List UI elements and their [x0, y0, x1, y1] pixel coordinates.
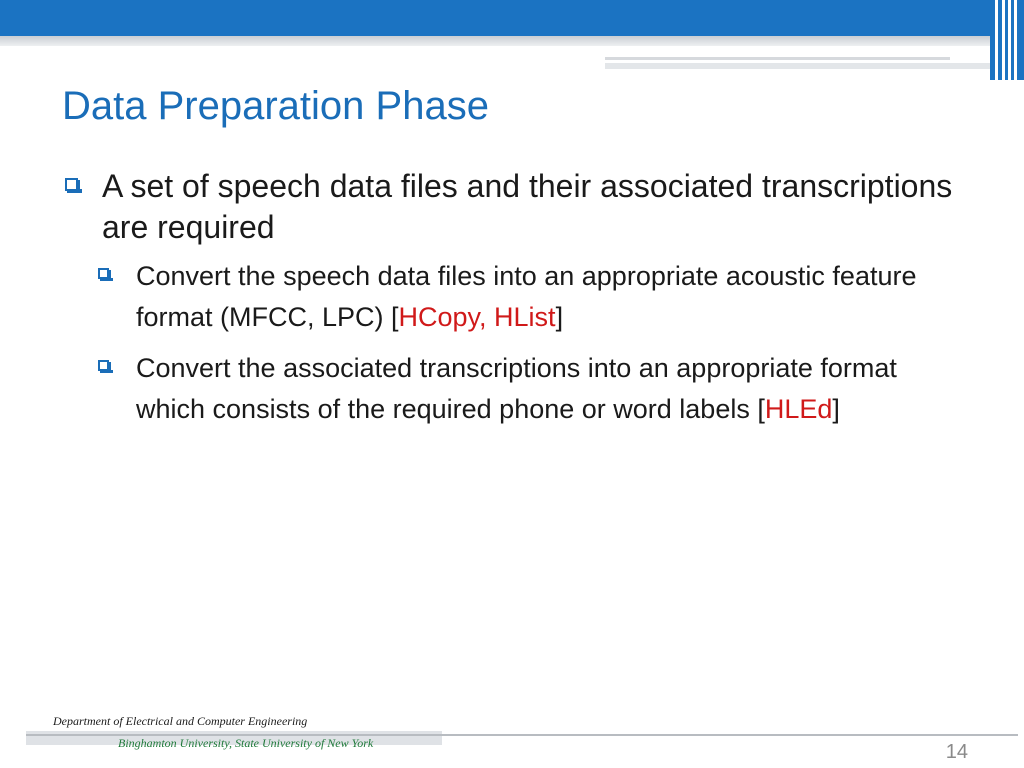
- footer-department: Department of Electrical and Computer Engineering: [53, 714, 308, 728]
- header-bar: [0, 0, 1024, 36]
- header-accent-line: [605, 57, 950, 60]
- page-number: 14: [945, 741, 968, 763]
- header-accent-line: [605, 63, 1005, 69]
- tool-names: HCopy, HList: [398, 302, 556, 332]
- header-shadow: [0, 36, 990, 46]
- sub-bullet-text: Convert the associated transcriptions into an appropriate format which consists of the required phone or word labels [: [136, 353, 897, 424]
- sub-bullet-list: [62, 256, 962, 430]
- sub-bullet-text: Convert the speech data files into an appropriate acoustic feature format (MFCC, LPC) [: [136, 261, 917, 332]
- bullet-list: [62, 166, 962, 440]
- bullet-text: A set of speech data files and their associated transcriptions are required: [102, 168, 953, 245]
- bracket-close: ]: [832, 394, 840, 424]
- page-title: Data Preparation Phase: [62, 84, 489, 128]
- sub-bullet-item: [62, 348, 962, 430]
- sub-bullet-item: [62, 256, 962, 338]
- square-bullet-icon: [98, 360, 109, 371]
- bracket-close: ]: [555, 302, 564, 332]
- bullet-item: [62, 166, 962, 248]
- square-bullet-icon: [65, 178, 78, 191]
- corner-stripes: [990, 0, 1024, 80]
- footer-university: Binghamton University, State University of New York: [118, 736, 374, 750]
- square-bullet-icon: [98, 268, 109, 279]
- tool-names: HLEd: [764, 394, 833, 424]
